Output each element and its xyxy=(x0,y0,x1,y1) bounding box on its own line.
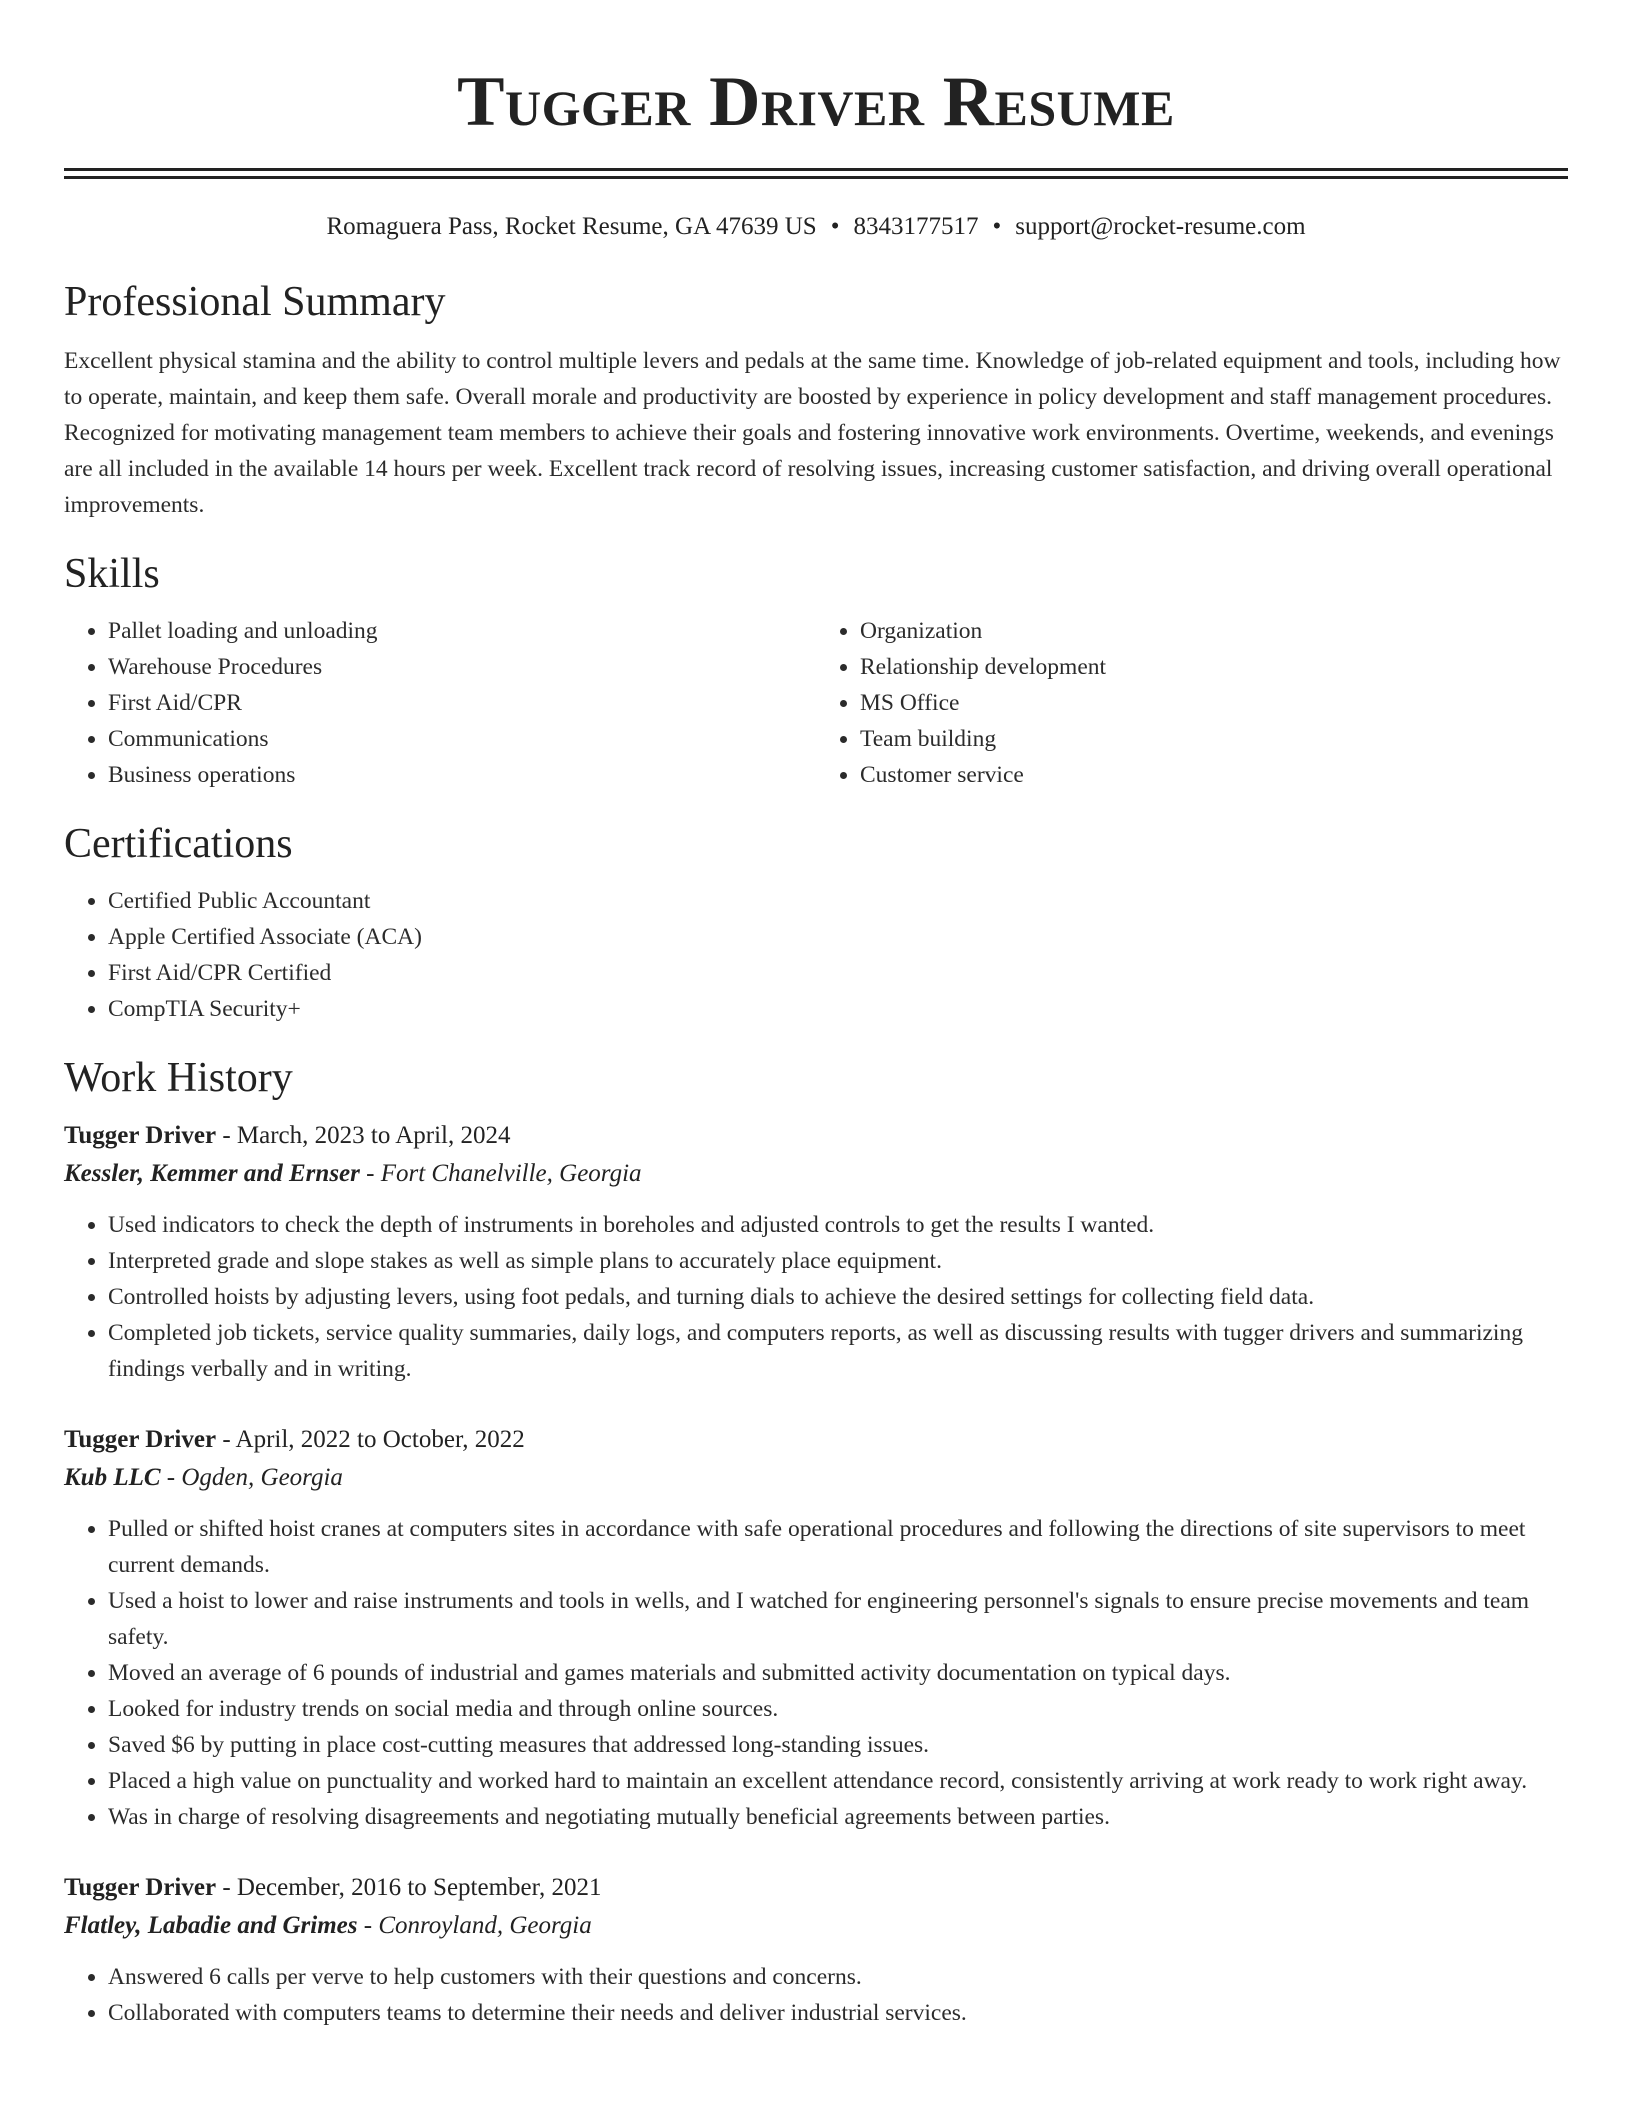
skills-list-right xyxy=(816,613,1568,793)
certification-item: • First Aid/CPR Certified xyxy=(108,955,1568,991)
certifications-heading: Certifications xyxy=(64,821,293,867)
job-bullet: • Placed a high value on punctuality and worked hard to maintain an excellent attendance record, consistently arriving at work ready to work right away. xyxy=(108,1763,1568,1799)
job-title-line xyxy=(64,1117,1568,1155)
skill-item: • First Aid/CPR xyxy=(108,685,816,721)
contact-line xyxy=(64,211,1568,243)
certification-item: • CompTIA Security+ xyxy=(108,991,1568,1027)
skill-item: • Team building xyxy=(860,721,1568,757)
contact-separator: • xyxy=(992,213,1002,240)
dash: - xyxy=(222,1874,231,1901)
job-title-line xyxy=(64,1421,1568,1459)
job-title: Tugger Driver xyxy=(64,1874,217,1901)
dash: - xyxy=(366,1160,375,1187)
job-company: Flatley, Labadie and Grimes xyxy=(64,1912,358,1939)
job-bullet: • Interpreted grade and slope stakes as well as simple plans to accurately place equipment. xyxy=(108,1243,1568,1279)
skill-item: • Warehouse Procedures xyxy=(108,649,816,685)
skills-list-left xyxy=(64,613,816,793)
contact-email: support@rocket-resume.com xyxy=(1015,213,1306,240)
job-location: Conroyland, Georgia xyxy=(378,1912,592,1939)
certifications-list xyxy=(64,883,1568,1027)
job-bullet: • Moved an average of 6 pounds of industrial and games materials and submitted activity documentation on typical days. xyxy=(108,1655,1568,1691)
job-bullet: • Answered 6 calls per verve to help customers with their questions and concerns. xyxy=(108,1959,1568,1995)
job-company: Kessler, Kemmer and Ernser xyxy=(64,1160,360,1187)
skill-item: • Communications xyxy=(108,721,816,757)
job-dates: March, 2023 to April, 2024 xyxy=(236,1122,511,1149)
job-title: Tugger Driver xyxy=(64,1426,217,1453)
certification-item: • Certified Public Accountant xyxy=(108,883,1568,919)
job-location: Fort Chanelville, Georgia xyxy=(380,1160,642,1187)
job-entry xyxy=(64,1117,1568,1387)
job-bullet: • Used a hoist to lower and raise instruments and tools in wells, and I watched for engineering personnel's signals to ensure precise movements and team safety. xyxy=(108,1583,1568,1655)
job-title: Tugger Driver xyxy=(64,1122,217,1149)
job-bullet: • Was in charge of resolving disagreements and negotiating mutually beneficial agreements between parties. xyxy=(108,1799,1568,1835)
dash: - xyxy=(363,1912,373,1939)
job-location: Ogden, Georgia xyxy=(181,1464,343,1491)
job-entry xyxy=(64,1421,1568,1835)
job-bullet: • Looked for industry trends on social media and through online sources. xyxy=(108,1691,1568,1727)
skills-heading: Skills xyxy=(64,551,160,597)
skill-item: • Organization xyxy=(860,613,1568,649)
job-company-line xyxy=(64,1907,1568,1945)
job-bullets xyxy=(64,1207,1568,1387)
job-company-line xyxy=(64,1155,1568,1193)
skill-item: • Customer service xyxy=(860,757,1568,793)
skill-item: • Business operations xyxy=(108,757,816,793)
contact-phone: 8343177517 xyxy=(853,213,979,240)
job-company: Kub LLC xyxy=(64,1464,161,1491)
job-company-line xyxy=(64,1459,1568,1497)
skill-item: • MS Office xyxy=(860,685,1568,721)
job-bullet: • Pulled or shifted hoist cranes at computers sites in accordance with safe operational procedures and following the directions of site supervisors to meet current demands. xyxy=(108,1511,1568,1583)
contact-address: Romaguera Pass, Rocket Resume, GA 47639 US xyxy=(326,213,817,240)
title-double-rule xyxy=(64,168,1568,179)
job-dates: December, 2016 to September, 2021 xyxy=(236,1874,602,1901)
job-entry xyxy=(64,1869,1568,2031)
contact-separator: • xyxy=(830,213,840,240)
certification-item: • Apple Certified Associate (ACA) xyxy=(108,919,1568,955)
dash: - xyxy=(222,1426,231,1453)
summary-heading: Professional Summary xyxy=(64,279,446,325)
job-bullets xyxy=(64,1959,1568,2031)
job-bullet: • Used indicators to check the depth of instruments in boreholes and adjusted controls to get the results I wanted. xyxy=(108,1207,1568,1243)
job-bullet: • Controlled hoists by adjusting levers, using foot pedals, and turning dials to achieve the desired settings for collecting field data. xyxy=(108,1279,1568,1315)
skill-item: • Pallet loading and unloading xyxy=(108,613,816,649)
skills-columns xyxy=(64,613,1568,793)
dash: - xyxy=(222,1122,231,1149)
job-bullet: • Collaborated with computers teams to determine their needs and deliver industrial services. xyxy=(108,1995,1568,2031)
job-bullet: • Completed job tickets, service quality summaries, daily logs, and computers reports, as well as discussing results with tugger drivers and summarizing findings verbally and in writing. xyxy=(108,1315,1568,1387)
work-history-heading: Work History xyxy=(64,1055,293,1101)
job-bullet: • Saved $6 by putting in place cost-cutting measures that addressed long-standing issues. xyxy=(108,1727,1568,1763)
summary-text: Excellent physical stamina and the ability to control multiple levers and pedals at the same time. Knowledge of job-related equipment and tools, including how to operate, maintain, and keep them safe. Overall morale and productivity are boosted by experience in policy development and staff management procedures. Recognized for motivating management team members to achieve their goals and fostering innovative work environments. Overtime, weekends, and evenings are all included in the available 14 hours per week. Excellent track record of resolving issues, increasing customer satisfaction, and driving overall operational improvements. xyxy=(64,348,1561,518)
skill-item: • Relationship development xyxy=(860,649,1568,685)
job-bullets xyxy=(64,1511,1568,1835)
job-title-line xyxy=(64,1869,1568,1907)
resume-title: Tugger Driver Resume xyxy=(457,63,1175,141)
dash: - xyxy=(166,1464,176,1491)
job-dates: April, 2022 to October, 2022 xyxy=(235,1426,525,1453)
